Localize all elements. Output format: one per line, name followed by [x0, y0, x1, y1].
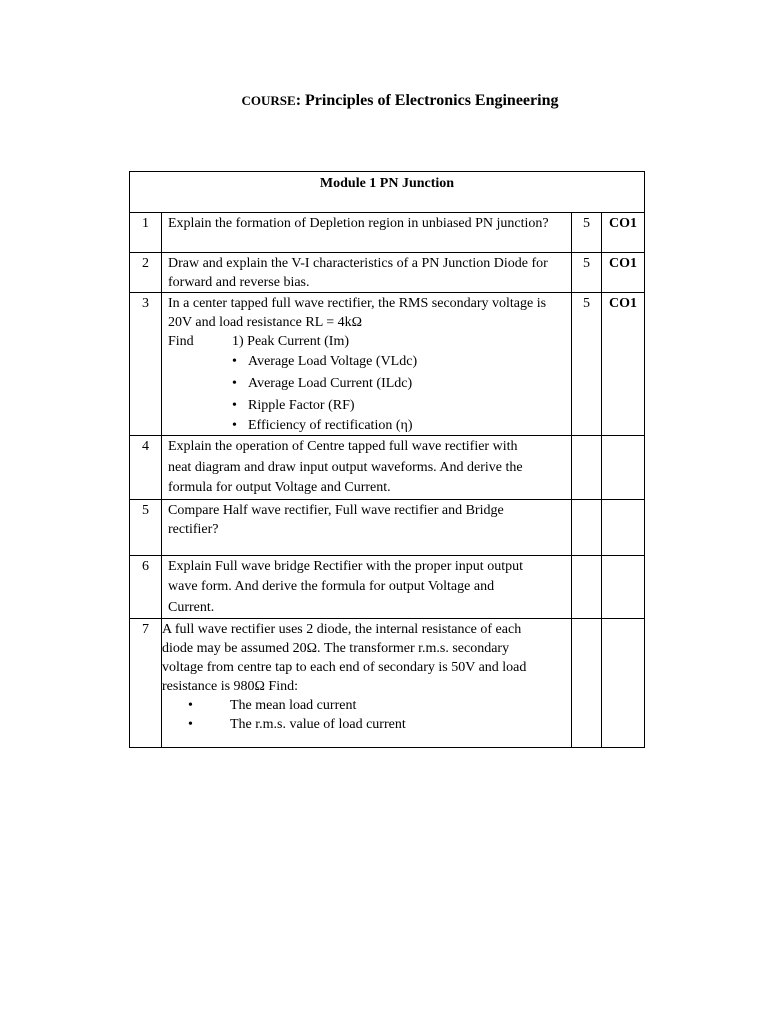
- question-text: [162, 499, 572, 555]
- question-marks: [572, 619, 602, 748]
- module-header-row: [130, 172, 645, 213]
- question-co: CO1: [602, 213, 645, 253]
- question-line: resistance is 980Ω Find:: [162, 679, 299, 694]
- question-marks: [572, 436, 602, 500]
- question-co: CO1: [602, 293, 645, 436]
- table-row: [130, 619, 645, 748]
- table-row: [130, 436, 645, 500]
- module-title: Module 1 PN Junction: [130, 172, 645, 213]
- question-line: Current.: [168, 599, 215, 615]
- question-number: 6: [130, 555, 162, 619]
- question-text: [162, 436, 572, 500]
- question-text: [162, 253, 572, 293]
- find-line: [168, 332, 565, 351]
- question-number: 7: [130, 619, 162, 748]
- table-row: [130, 499, 645, 555]
- question-text: [162, 293, 572, 436]
- question-line: neat diagram and draw input output waveforms. And derive the: [168, 459, 523, 475]
- question-line: Compare Half wave rectifier, Full wave rectifier and Bridge: [168, 502, 504, 518]
- question-line: voltage from centre tap to each end of secondary is 50V and load: [162, 660, 527, 675]
- list-item: • Average Load Current (ILdc): [248, 373, 565, 395]
- question-marks: [572, 499, 602, 555]
- question-line: wave form. And derive the formula for output Voltage and: [168, 579, 495, 594]
- question-line: diode may be assumed 20Ω. The transformer r.m.s. secondary: [162, 641, 510, 656]
- question-line: Explain the formation of Depletion region in unbiased PN junction?: [168, 216, 549, 231]
- question-table: [129, 171, 645, 748]
- question-co: [602, 555, 645, 619]
- question-line: rectifier?: [168, 521, 219, 537]
- list-item: • Average Load Voltage (VLdc): [248, 351, 565, 373]
- course-prefix: COURSE: [241, 93, 296, 108]
- list-item: • Efficiency of rectification (η): [248, 417, 565, 435]
- question-marks: [572, 555, 602, 619]
- list-item: • Ripple Factor (RF): [248, 394, 565, 417]
- question-number: 4: [130, 436, 162, 500]
- question-line: Draw and explain the V-I characteristics of a PN Junction Diode for forward and reverse bias.: [168, 256, 548, 290]
- bullet-list: [162, 696, 565, 734]
- question-co: [602, 619, 645, 748]
- course-title: : Principles of Electronics Engineering: [295, 92, 559, 109]
- question-co: [602, 436, 645, 500]
- question-text: [162, 555, 572, 619]
- question-text: [162, 619, 572, 748]
- question-number: 1: [130, 213, 162, 253]
- question-line: In a center tapped full wave rectifier, the RMS secondary voltage is 20V and load resistance RL = 4kΩ: [168, 296, 547, 330]
- list-item: • The r.m.s. value of load current: [230, 715, 565, 734]
- question-number: 3: [130, 293, 162, 436]
- page-title: [0, 92, 768, 110]
- question-line: Explain Full wave bridge Rectifier with the proper input output: [168, 558, 523, 574]
- question-marks: 5: [572, 213, 602, 253]
- question-text: [162, 213, 572, 253]
- list-item: • The mean load current: [230, 696, 565, 715]
- question-co: [602, 499, 645, 555]
- question-line: formula for output Voltage and Current.: [168, 480, 391, 495]
- find-item: 1) Peak Current (Im): [232, 334, 350, 349]
- find-label: Find: [168, 334, 194, 349]
- question-line: A full wave rectifier uses 2 diode, the internal resistance of each: [162, 622, 522, 637]
- question-co: CO1: [602, 253, 645, 293]
- table-row: [130, 253, 645, 293]
- table-row: [130, 213, 645, 253]
- bullet-list: [168, 351, 565, 435]
- question-line: Explain the operation of Centre tapped full wave rectifier with: [168, 439, 518, 454]
- question-marks: 5: [572, 293, 602, 436]
- table-row: [130, 293, 645, 436]
- question-number: 2: [130, 253, 162, 293]
- table-row: [130, 555, 645, 619]
- question-number: 5: [130, 499, 162, 555]
- question-marks: 5: [572, 253, 602, 293]
